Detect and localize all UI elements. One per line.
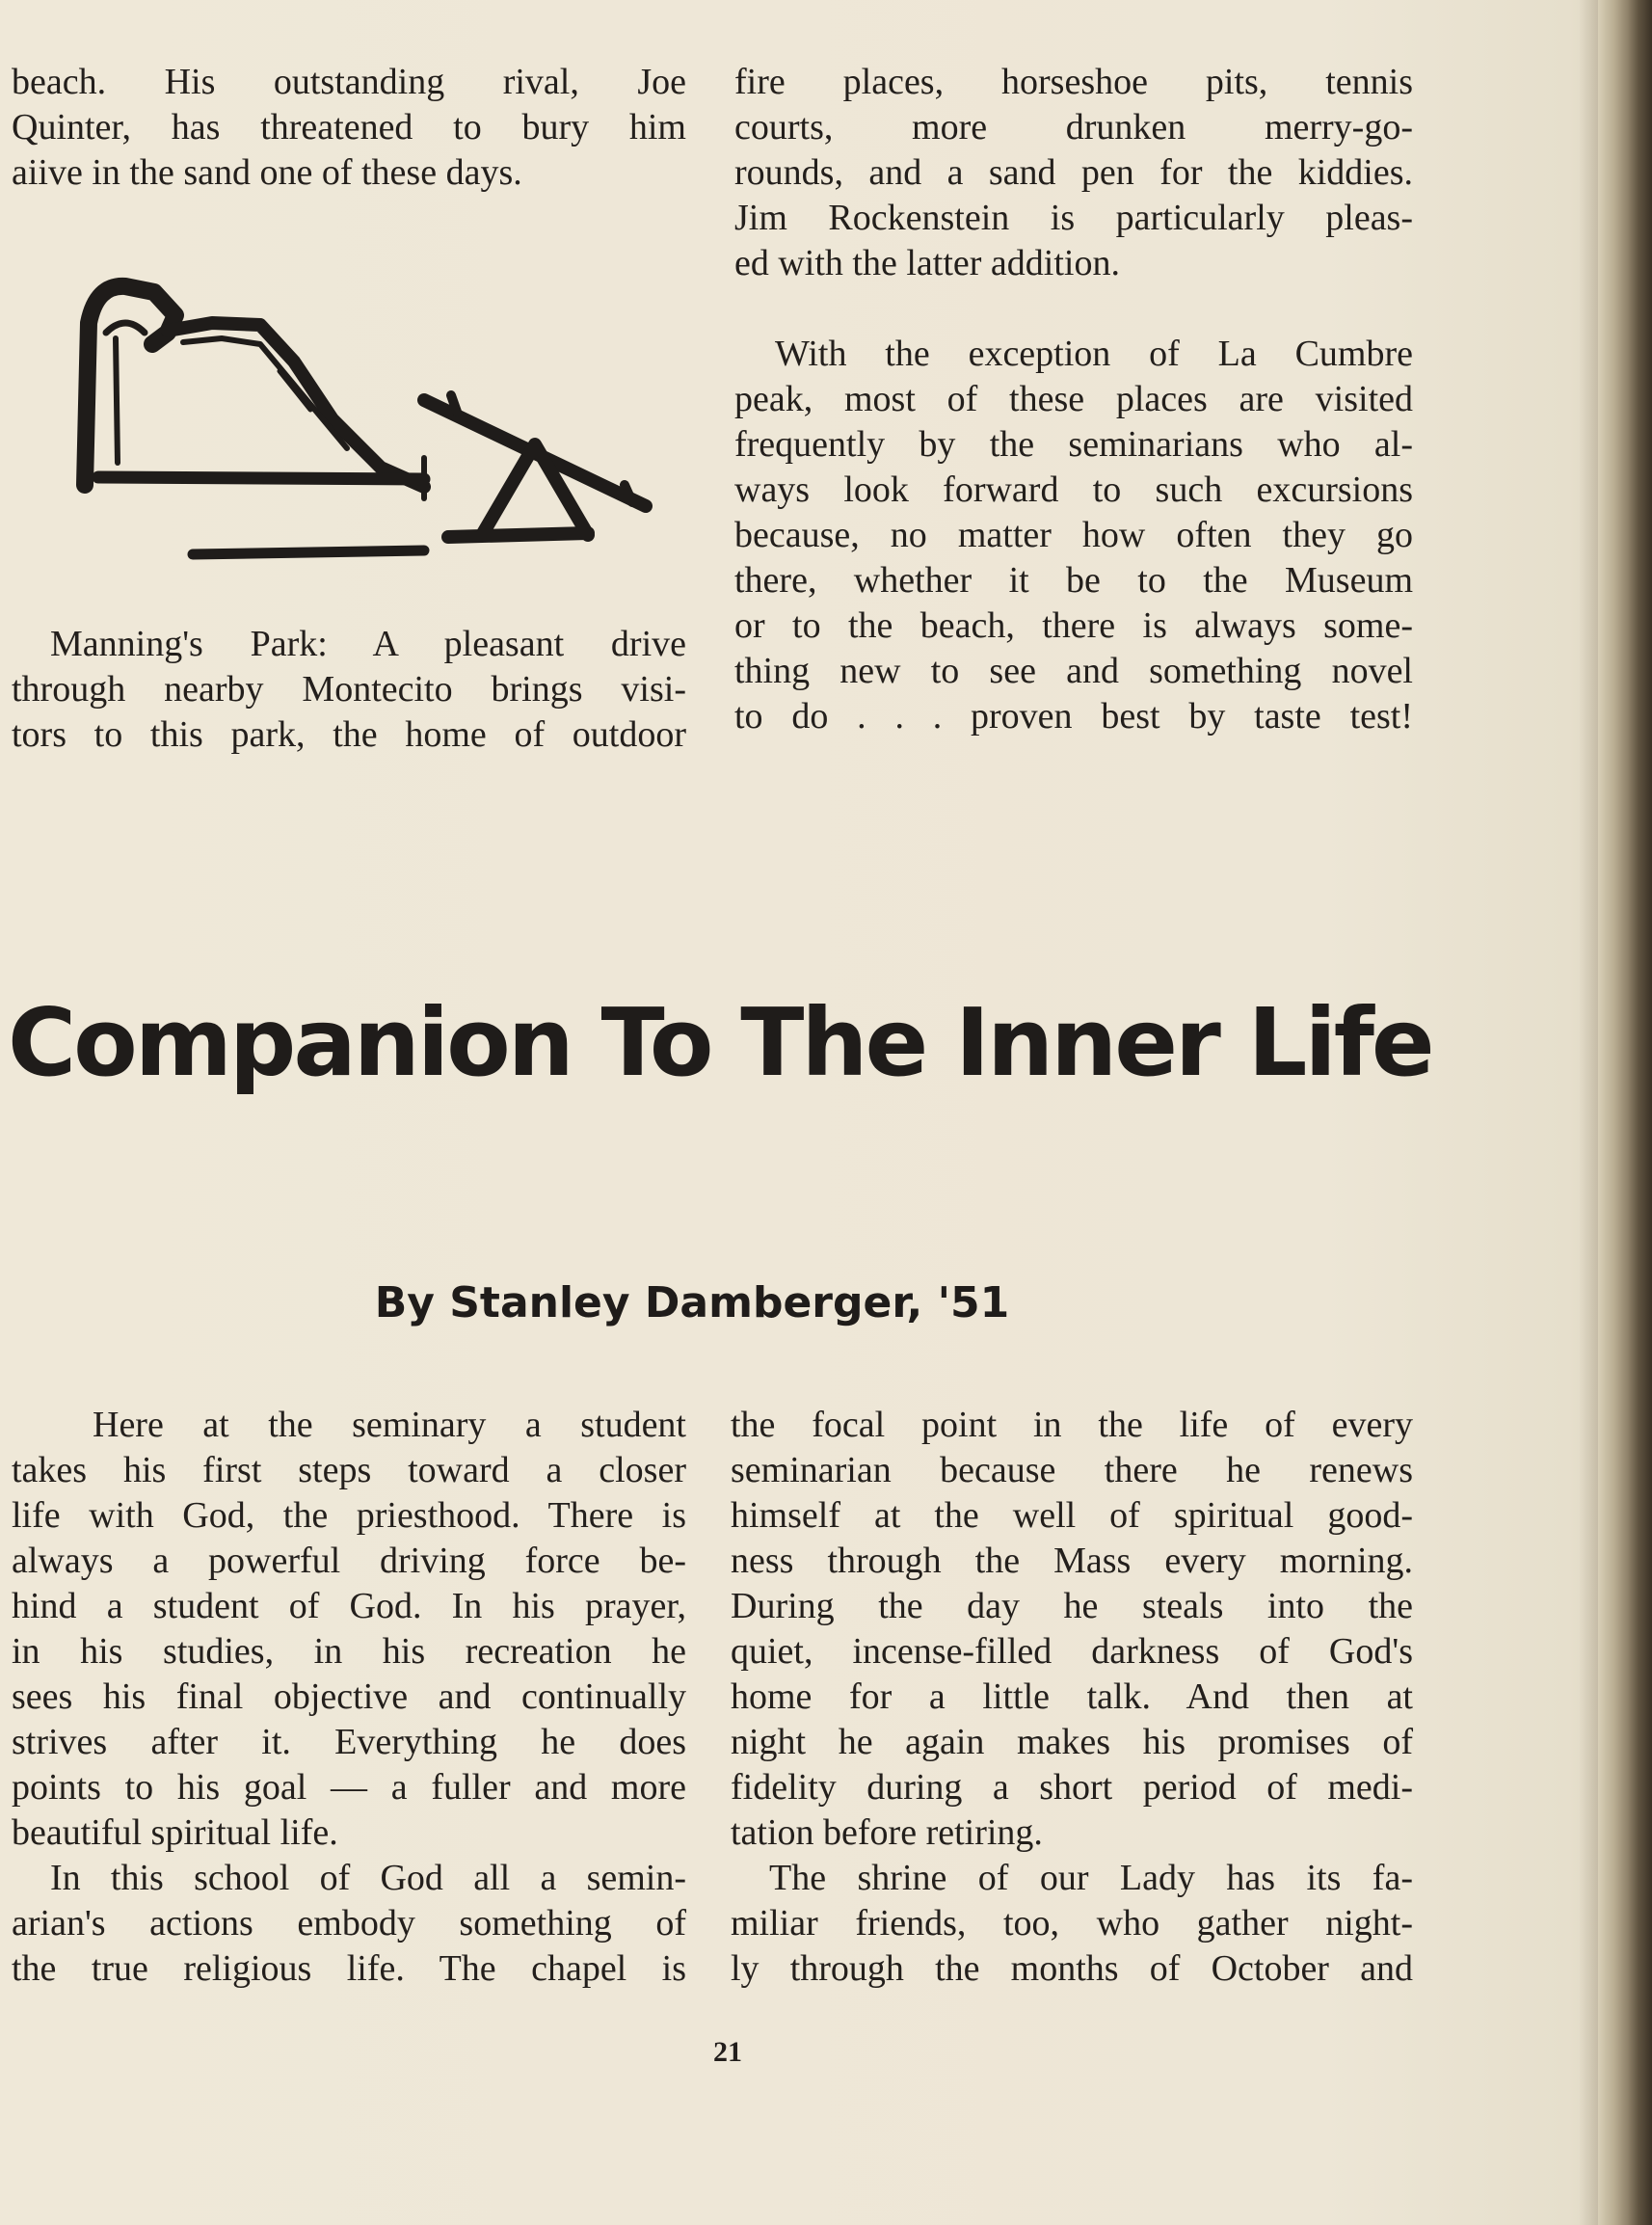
- text-line: peak, most of these places are visited: [734, 379, 1413, 419]
- page-gutter-shadow: [1579, 0, 1598, 2225]
- text-line: rounds, and a sand pen for the kiddies.: [734, 152, 1413, 193]
- seesaw-playground-drawing-icon: [67, 275, 665, 583]
- text-line: always a powerful driving force be-: [12, 1541, 686, 1581]
- text-line: ly through the months of October and: [731, 1948, 1413, 1989]
- text-line: With the exception of La Cumbre: [775, 334, 1413, 374]
- text-line: life with God, the priesthood. There is: [12, 1495, 686, 1536]
- text-line: the true religious life. The chapel is: [12, 1948, 686, 1989]
- article-title: Companion To The Inner Life: [8, 988, 1432, 1097]
- text-line: ness through the Mass every morning.: [731, 1541, 1413, 1581]
- text-line: takes his first steps toward a closer: [12, 1450, 686, 1490]
- page-number: 21: [713, 2036, 742, 2068]
- caption-line: tors to this park, the home of outdoor: [12, 714, 686, 755]
- text-line: points to his goal — a fuller and more: [12, 1767, 686, 1808]
- text-line: to do . . . proven best by taste test!: [734, 696, 1413, 737]
- text-line: During the day he steals into the: [731, 1586, 1413, 1626]
- text-line: thing new to see and something novel: [734, 651, 1413, 691]
- left-column-top: [12, 60, 686, 196]
- article-byline: By Stanley Damberger, '51: [374, 1278, 1010, 1327]
- right-column-top: [734, 60, 1413, 739]
- text-line: home for a little talk. And then at: [731, 1676, 1413, 1717]
- text-line: Here at the seminary a student: [93, 1405, 686, 1445]
- text-line: In this school of God all a semin-: [50, 1858, 686, 1898]
- text-line: beach. His outstanding rival, Joe: [12, 62, 686, 102]
- text-line: Quinter, has threatened to bury him: [12, 107, 686, 147]
- text-line: aiive in the sand one of these days.: [12, 152, 522, 193]
- text-line: himself at the well of spiritual good-: [731, 1495, 1413, 1536]
- caption-line: Manning's Park: A pleasant drive: [50, 624, 686, 664]
- text-line: fidelity during a short period of medi-: [731, 1767, 1413, 1808]
- text-line: tation before retiring.: [731, 1812, 1043, 1853]
- text-line: sees his final objective and continually: [12, 1676, 686, 1717]
- text-line: there, whether it be to the Museum: [734, 560, 1413, 601]
- image-caption: [12, 622, 686, 758]
- text-line: ed with the latter addition.: [734, 243, 1120, 283]
- text-line: because, no matter how often they go: [734, 515, 1413, 555]
- text-line: courts, more drunken merry-go-: [734, 107, 1413, 147]
- text-line: in his studies, in his recreation he: [12, 1631, 686, 1672]
- text-line: or to the beach, there is always some-: [734, 605, 1413, 646]
- text-line: strives after it. Everything he does: [12, 1722, 686, 1762]
- text-line: miliar friends, too, who gather night-: [731, 1903, 1413, 1944]
- text-line: The shrine of our Lady has its fa-: [769, 1858, 1413, 1898]
- text-line: fire places, horseshoe pits, tennis: [734, 62, 1413, 102]
- text-line: Jim Rockenstein is particularly pleas-: [734, 198, 1413, 238]
- caption-line: through nearby Montecito brings visi-: [12, 669, 686, 710]
- text-line: night he again makes his promises of: [731, 1722, 1413, 1762]
- text-line: frequently by the seminarians who al-: [734, 424, 1413, 465]
- text-line: the focal point in the life of every: [731, 1405, 1413, 1445]
- text-line: quiet, incense-filled darkness of God's: [731, 1631, 1413, 1672]
- text-line: arian's actions embody something of: [12, 1903, 686, 1944]
- text-line: ways look forward to such excursions: [734, 469, 1413, 510]
- text-line: hind a student of God. In his prayer,: [12, 1586, 686, 1626]
- book-spine: [1598, 0, 1652, 2225]
- right-column-bottom: [731, 1403, 1413, 1992]
- left-column-bottom: [12, 1403, 686, 1992]
- text-line: seminarian because there he renews: [731, 1450, 1413, 1490]
- text-line: beautiful spiritual life.: [12, 1812, 338, 1853]
